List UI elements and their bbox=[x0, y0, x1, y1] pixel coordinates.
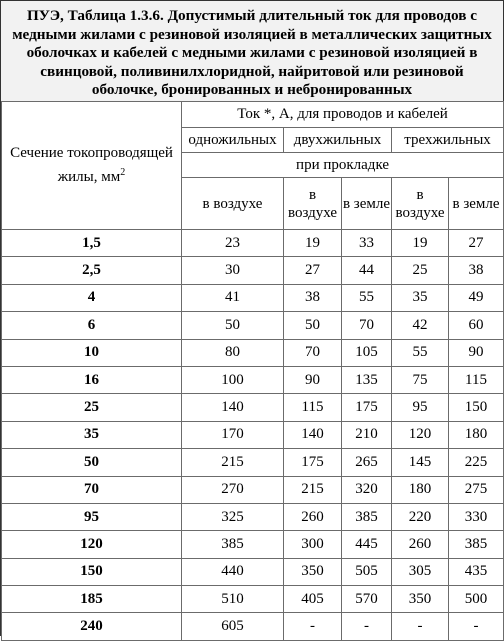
table-row bbox=[2, 613, 504, 640]
section-cell: 16 bbox=[2, 366, 182, 393]
current-value-cell: 320 bbox=[342, 476, 392, 503]
current-value-cell: 260 bbox=[392, 531, 449, 558]
table-row bbox=[2, 339, 504, 366]
current-value-cell: 44 bbox=[342, 257, 392, 284]
current-value-cell: 210 bbox=[342, 421, 392, 448]
section-cell: 6 bbox=[2, 312, 182, 339]
current-value-cell: 55 bbox=[342, 284, 392, 311]
current-value-cell: 42 bbox=[392, 312, 449, 339]
current-value-cell: 150 bbox=[449, 394, 504, 421]
current-value-cell: 115 bbox=[449, 366, 504, 393]
current-value-cell: 215 bbox=[182, 449, 284, 476]
current-value-cell: 330 bbox=[449, 503, 504, 530]
current-value-cell: 41 bbox=[182, 284, 284, 311]
current-value-cell: 435 bbox=[449, 558, 504, 585]
sub-header: в земле bbox=[342, 178, 392, 230]
table-row bbox=[2, 421, 504, 448]
current-value-cell: 105 bbox=[342, 339, 392, 366]
current-value-cell: 265 bbox=[342, 449, 392, 476]
current-value-cell: 75 bbox=[392, 366, 449, 393]
current-value-cell: 100 bbox=[182, 366, 284, 393]
section-cell: 185 bbox=[2, 586, 182, 613]
table-row bbox=[2, 558, 504, 585]
current-value-cell: 175 bbox=[284, 449, 342, 476]
current-value-cell: 305 bbox=[392, 558, 449, 585]
table-row bbox=[2, 449, 504, 476]
section-header bbox=[2, 102, 182, 230]
header-row-current bbox=[2, 102, 504, 128]
current-value-cell: 440 bbox=[182, 558, 284, 585]
current-value-cell: 80 bbox=[182, 339, 284, 366]
current-value-cell: 115 bbox=[284, 394, 342, 421]
current-value-cell: 49 bbox=[449, 284, 504, 311]
sub-header: в воздухе bbox=[182, 178, 284, 230]
current-value-cell: 50 bbox=[182, 312, 284, 339]
current-value-cell: 140 bbox=[284, 421, 342, 448]
section-header-label: Сечение токопроводящей жилы, мм bbox=[10, 145, 173, 185]
current-table bbox=[1, 101, 504, 641]
current-value-cell: 300 bbox=[284, 531, 342, 558]
current-value-cell: 505 bbox=[342, 558, 392, 585]
current-value-cell: 180 bbox=[449, 421, 504, 448]
current-value-cell: 55 bbox=[392, 339, 449, 366]
current-value-cell: 27 bbox=[449, 230, 504, 257]
current-value-cell: 260 bbox=[284, 503, 342, 530]
section-cell: 35 bbox=[2, 421, 182, 448]
section-header-unit-sup: 2 bbox=[120, 167, 126, 178]
current-value-cell: 220 bbox=[392, 503, 449, 530]
table-row bbox=[2, 284, 504, 311]
current-value-cell: 23 bbox=[182, 230, 284, 257]
current-value-cell: 385 bbox=[182, 531, 284, 558]
current-value-cell: 95 bbox=[392, 394, 449, 421]
current-value-cell: 38 bbox=[284, 284, 342, 311]
section-cell: 120 bbox=[2, 531, 182, 558]
section-cell: 4 bbox=[2, 284, 182, 311]
current-value-cell: 500 bbox=[449, 586, 504, 613]
current-value-cell: 270 bbox=[182, 476, 284, 503]
table-title: ПУЭ, Таблица 1.3.6. Допустимый длительный ток для проводов с медными жилами с резиновой изоляцией в металлических защитных оболочках и кабелей с медными жилами с резиновой изоляцией в свинцовой, поливинилхлоридной, найритовой или резиновой оболочке, бронированных и небронированных bbox=[12, 7, 492, 99]
section-cell: 240 bbox=[2, 613, 182, 640]
table-row bbox=[2, 531, 504, 558]
current-value-cell: 605 bbox=[182, 613, 284, 640]
table-row bbox=[2, 476, 504, 503]
table-row bbox=[2, 230, 504, 257]
current-value-cell: 170 bbox=[182, 421, 284, 448]
section-cell: 95 bbox=[2, 503, 182, 530]
current-value-cell: - bbox=[284, 613, 342, 640]
current-header: Ток *, А, для проводов и кабелей bbox=[182, 102, 504, 128]
current-value-cell: 35 bbox=[392, 284, 449, 311]
table-row bbox=[2, 366, 504, 393]
current-value-cell: 215 bbox=[284, 476, 342, 503]
current-value-cell: 70 bbox=[284, 339, 342, 366]
current-value-cell: - bbox=[342, 613, 392, 640]
current-value-cell: 38 bbox=[449, 257, 504, 284]
current-value-cell: 140 bbox=[182, 394, 284, 421]
current-value-cell: - bbox=[449, 613, 504, 640]
current-value-cell: 350 bbox=[392, 586, 449, 613]
sub-header: в земле bbox=[449, 178, 504, 230]
group-two-core: двухжильных bbox=[284, 128, 392, 153]
current-value-cell: - bbox=[392, 613, 449, 640]
current-value-cell: 145 bbox=[392, 449, 449, 476]
current-value-cell: 120 bbox=[392, 421, 449, 448]
current-value-cell: 19 bbox=[392, 230, 449, 257]
current-value-cell: 33 bbox=[342, 230, 392, 257]
current-value-cell: 175 bbox=[342, 394, 392, 421]
laying-header: при прокладке bbox=[182, 153, 504, 178]
current-value-cell: 275 bbox=[449, 476, 504, 503]
current-value-cell: 385 bbox=[449, 531, 504, 558]
current-value-cell: 25 bbox=[392, 257, 449, 284]
current-value-cell: 70 bbox=[342, 312, 392, 339]
section-cell: 25 bbox=[2, 394, 182, 421]
sub-header: в воздухе bbox=[284, 178, 342, 230]
table-row bbox=[2, 394, 504, 421]
section-cell: 50 bbox=[2, 449, 182, 476]
current-value-cell: 135 bbox=[342, 366, 392, 393]
current-value-cell: 90 bbox=[284, 366, 342, 393]
section-cell: 10 bbox=[2, 339, 182, 366]
table-row bbox=[2, 312, 504, 339]
current-value-cell: 570 bbox=[342, 586, 392, 613]
sub-header: в воздухе bbox=[392, 178, 449, 230]
section-cell: 2,5 bbox=[2, 257, 182, 284]
table-row bbox=[2, 257, 504, 284]
current-value-cell: 510 bbox=[182, 586, 284, 613]
current-value-cell: 60 bbox=[449, 312, 504, 339]
section-cell: 150 bbox=[2, 558, 182, 585]
current-value-cell: 225 bbox=[449, 449, 504, 476]
current-value-cell: 350 bbox=[284, 558, 342, 585]
current-value-cell: 90 bbox=[449, 339, 504, 366]
section-cell: 70 bbox=[2, 476, 182, 503]
table-body bbox=[2, 230, 504, 641]
section-cell: 1,5 bbox=[2, 230, 182, 257]
group-single-core: одножильных bbox=[182, 128, 284, 153]
current-value-cell: 180 bbox=[392, 476, 449, 503]
current-value-cell: 385 bbox=[342, 503, 392, 530]
current-value-cell: 27 bbox=[284, 257, 342, 284]
group-three-core: трехжильных bbox=[392, 128, 504, 153]
current-value-cell: 325 bbox=[182, 503, 284, 530]
current-value-cell: 50 bbox=[284, 312, 342, 339]
current-value-cell: 405 bbox=[284, 586, 342, 613]
table-row bbox=[2, 586, 504, 613]
table-row bbox=[2, 503, 504, 530]
current-value-cell: 19 bbox=[284, 230, 342, 257]
current-value-cell: 30 bbox=[182, 257, 284, 284]
current-value-cell: 445 bbox=[342, 531, 392, 558]
